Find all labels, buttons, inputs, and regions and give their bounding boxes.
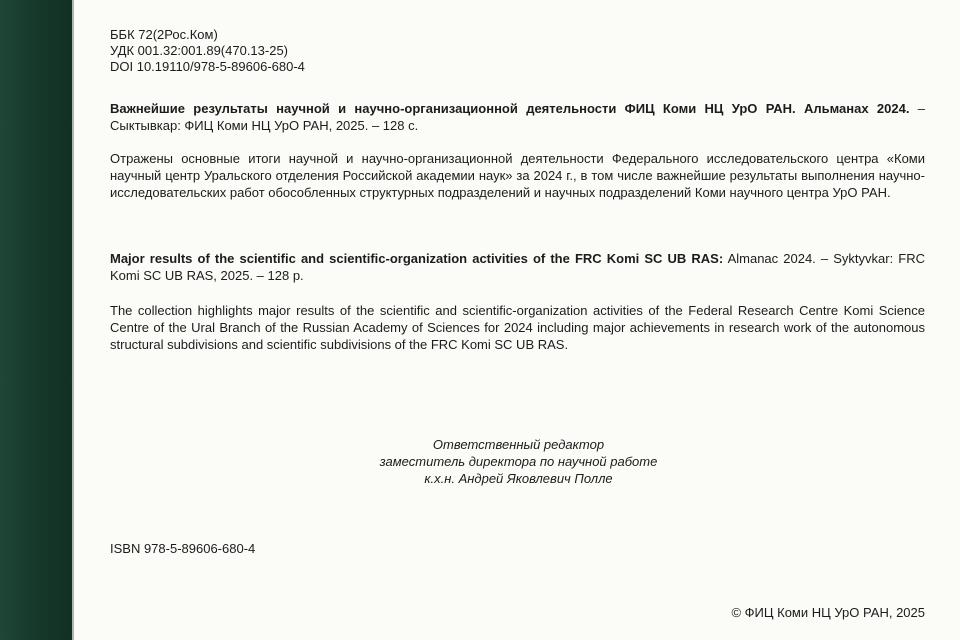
imprint-page bbox=[110, 0, 925, 640]
copyright-notice: © ФИЦ Коми НЦ УрО РАН, 2025 bbox=[731, 605, 925, 620]
editor-role: Ответственный редактор bbox=[432, 437, 605, 452]
cover-spine bbox=[0, 0, 72, 640]
ru-bibliographic-record bbox=[110, 100, 925, 134]
ru-book-title: Важнейшие результаты научной и научно-организационной деятельности ФИЦ Коми НЦ УрО РАН. Альманах 2024. bbox=[110, 101, 910, 116]
responsible-editor bbox=[110, 436, 925, 487]
en-bibliographic-record bbox=[110, 250, 925, 284]
spine-edge bbox=[72, 0, 74, 640]
udk-code: УДК 001.32:001.89(470.13-25) bbox=[110, 43, 289, 58]
editor-position: заместитель директора по научной работе bbox=[379, 454, 658, 469]
classification-codes bbox=[110, 27, 305, 75]
ru-abstract: Отражены основные итоги научной и научно-организационной деятельности Федерального исследовательского центра «Коми научный центр Уральского отделения Российской академии наук» за 2024 г., в том числе важнейшие результаты выполнения научно-исследовательских работ обособленных структурных подразделений и научных подразделений Коми научного центра УрО РАН. bbox=[110, 151, 925, 200]
isbn: ISBN 978-5-89606-680-4 bbox=[110, 541, 256, 556]
bbk-code: ББК 72(2Рос.Ком) bbox=[110, 27, 218, 42]
doi-code: DOI 10.19110/978-5-89606-680-4 bbox=[110, 59, 305, 74]
en-book-title: Major results of the scientific and scientific-organization activities of the FRC Komi SC UB RAS: bbox=[110, 251, 724, 266]
en-publication-info: Almanac 2024. – Syktyvkar: FRC Komi SC UB RAS, 2025. – 128 p. bbox=[110, 251, 925, 283]
ru-publication-info: – Сыктывкар: ФИЦ Коми НЦ УрО РАН, 2025. – 128 с. bbox=[110, 101, 925, 133]
en-abstract: The collection highlights major results of the scientific and scientific-organization activities of the Federal Research Centre Komi Science Centre of the Ural Branch of the Russian Academy of Sciences for 2024 including major achievements in research work of the autonomous structural subdivisions and scientific subdivisions of the FRC Komi SC UB RAS. bbox=[110, 303, 925, 352]
editor-name: к.х.н. Андрей Яковлевич Полле bbox=[424, 471, 613, 486]
